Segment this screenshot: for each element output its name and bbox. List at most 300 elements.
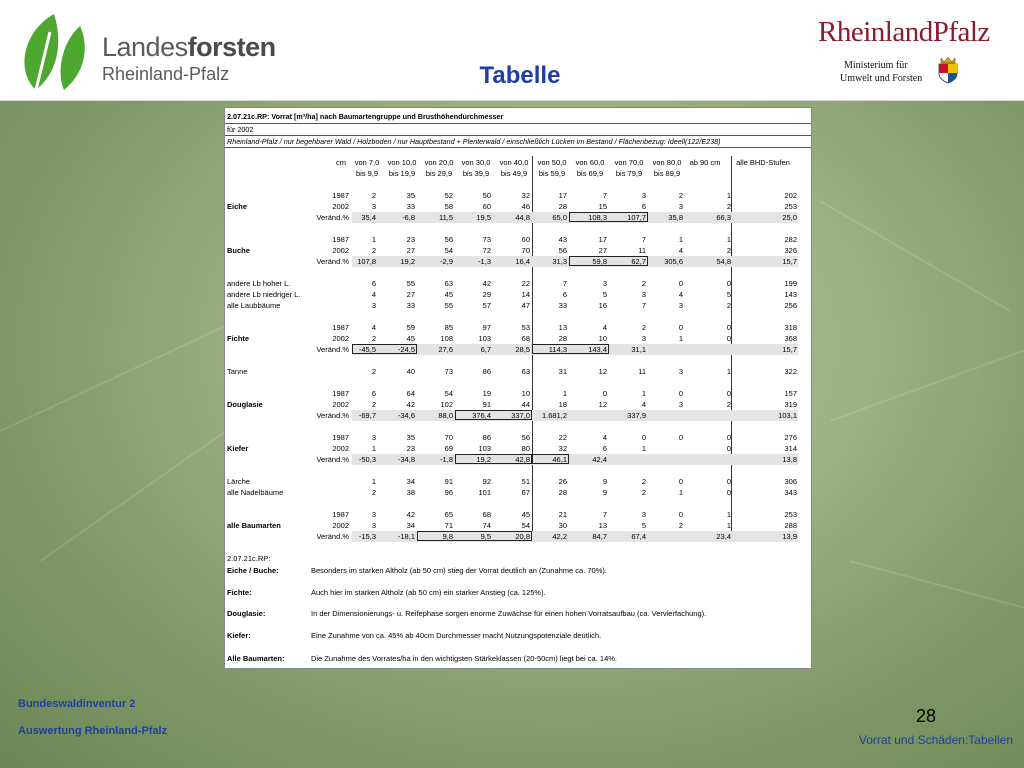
table-cell: 376,4 xyxy=(472,411,491,420)
table-cell: 253 xyxy=(784,510,797,519)
row-sublabel: 1987 xyxy=(332,389,349,398)
table-cell: 318 xyxy=(784,323,797,332)
table-cell: 5 xyxy=(641,521,646,530)
column-header-top: von 10,0 xyxy=(387,158,417,167)
table-cell: 143,4 xyxy=(588,345,607,354)
table-cell: 102 xyxy=(440,400,453,409)
table-cell: 1 xyxy=(726,521,731,530)
table-cell: 5 xyxy=(602,290,607,299)
column-header-top: von 7,0 xyxy=(354,158,380,167)
table-row xyxy=(225,520,811,531)
table-row xyxy=(225,212,811,223)
table-cell: 7 xyxy=(562,279,567,288)
table-cell: 85 xyxy=(444,323,453,332)
table-cell: 52 xyxy=(444,191,453,200)
table-cell: 3 xyxy=(678,202,683,211)
row-sublabel: Veränd.% xyxy=(316,411,349,420)
table-cell: 64 xyxy=(406,389,415,398)
table-cell: 53 xyxy=(521,323,530,332)
table-cell: 6 xyxy=(371,279,376,288)
row-label: Lärche xyxy=(227,477,250,486)
column-header-bottom: bis 59,9 xyxy=(538,169,566,178)
table-row xyxy=(225,509,811,520)
row-sublabel: 1987 xyxy=(332,433,349,442)
table-cell: 27 xyxy=(406,246,415,255)
table-cell: 322 xyxy=(784,367,797,376)
table-cell: 0 xyxy=(726,477,731,486)
table-cell: 3 xyxy=(371,510,376,519)
notes-reference: 2.07.21c.RP: xyxy=(227,554,271,563)
table-cell: 84,7 xyxy=(592,532,607,541)
table-cell: 54 xyxy=(521,521,530,530)
table-cell: 1 xyxy=(371,477,376,486)
table-cell: 3 xyxy=(678,367,683,376)
table-cell: 3 xyxy=(641,510,646,519)
table-cell: 4 xyxy=(371,323,376,332)
table-row xyxy=(225,443,811,454)
table-cell: 27 xyxy=(406,290,415,299)
row-sublabel: Veränd.% xyxy=(316,532,349,541)
table-cell: 32 xyxy=(521,191,530,200)
logo-text-sub: Rheinland-Pfalz xyxy=(102,64,230,84)
table-cell: 4 xyxy=(678,290,683,299)
table-cell: -50,3 xyxy=(358,455,376,464)
table-cell: 4 xyxy=(602,433,607,442)
table-cell: 97 xyxy=(482,323,491,332)
table-cell: 22 xyxy=(521,279,530,288)
table-row xyxy=(225,322,811,333)
table-cell: 28 xyxy=(558,488,567,497)
table-cell: 114,3 xyxy=(548,345,567,354)
table-cell: 56 xyxy=(444,235,453,244)
note-label: Alle Baumarten: xyxy=(227,654,285,663)
column-header-bottom: bis 69,9 xyxy=(576,169,604,178)
table-cell: 42 xyxy=(406,510,415,519)
column-header-top: alle BHD-Stufen xyxy=(736,158,790,167)
table-cell: 253 xyxy=(784,202,797,211)
table-row xyxy=(225,454,811,465)
table-cell: 65 xyxy=(444,510,453,519)
table-cell: 4 xyxy=(371,290,376,299)
table-cell: -34,6 xyxy=(397,411,415,420)
table-cell: 306 xyxy=(784,477,797,486)
table-cell: 42 xyxy=(482,279,491,288)
table-cell: 47 xyxy=(521,301,530,310)
table-cell: 71 xyxy=(444,521,453,530)
table-cell: 5 xyxy=(726,290,731,299)
table-cell: 1 xyxy=(641,444,646,453)
table-cell: 4 xyxy=(641,400,646,409)
row-sublabel: Veränd.% xyxy=(316,257,349,266)
table-cell: 0 xyxy=(678,279,683,288)
table-cell: 2 xyxy=(678,191,683,200)
note-text: Eine Zunahme von ca. 45% ab 40cm Durchmesser macht Nutzungspotenziale deutlich. xyxy=(311,631,602,640)
table-cell: 31 xyxy=(558,367,567,376)
table-cell: 13 xyxy=(558,323,567,332)
table-row xyxy=(225,234,811,245)
row-sublabel: 2002 xyxy=(332,521,349,530)
table-cell: 343 xyxy=(784,488,797,497)
table-cell: 319 xyxy=(784,400,797,409)
table-cell: 96 xyxy=(444,488,453,497)
table-caption-title: 2.07.21c.RP: Vorrat [m³/ha] nach Baumartengruppe und Brusthöhendurchmesser xyxy=(227,112,504,121)
table-cell: 6 xyxy=(371,389,376,398)
table-cell: 1.681,2 xyxy=(541,411,567,420)
table-cell: 62,7 xyxy=(631,257,646,266)
table-cell: 44 xyxy=(521,400,530,409)
table-cell: 92 xyxy=(482,477,491,486)
table-cell: 23 xyxy=(406,235,415,244)
table-cell: 1 xyxy=(726,235,731,244)
table-cell: 25,0 xyxy=(782,213,797,222)
table-cell: 2 xyxy=(371,334,376,343)
table-cell: 68 xyxy=(521,334,530,343)
table-cell: 45 xyxy=(444,290,453,299)
table-cell: 56 xyxy=(558,246,567,255)
table-cell: 7 xyxy=(641,235,646,244)
table-cell: 55 xyxy=(406,279,415,288)
table-cell: 13,8 xyxy=(782,455,797,464)
column-header-top: ab 90 cm xyxy=(689,158,721,167)
row-label: alle Nadelbäume xyxy=(227,488,284,497)
row-label: Eiche xyxy=(227,202,248,211)
table-cell: 3 xyxy=(371,301,376,310)
footer-inventory-title: Bundeswaldinventur 2 xyxy=(18,698,136,710)
table-cell: 0 xyxy=(726,334,731,343)
table-cell: 4 xyxy=(602,323,607,332)
table-cell: 63 xyxy=(444,279,453,288)
table-cell: 31,1 xyxy=(631,345,646,354)
table-cell: 18 xyxy=(558,400,567,409)
table-cell: 256 xyxy=(784,301,797,310)
table-row xyxy=(225,531,811,542)
table-cell: 282 xyxy=(784,235,797,244)
table-cell: 2 xyxy=(371,488,376,497)
table-cell: 30 xyxy=(558,521,567,530)
table-cell: 3 xyxy=(371,433,376,442)
page-title: Tabelle xyxy=(479,62,561,89)
table-cell: 42,8 xyxy=(515,455,530,464)
divider xyxy=(225,147,811,148)
table-cell: 56 xyxy=(521,433,530,442)
table-cell: 9,5 xyxy=(480,532,491,541)
table-cell: 28,5 xyxy=(515,345,530,354)
row-sublabel: 2002 xyxy=(332,444,349,453)
table-cell: 1 xyxy=(726,191,731,200)
table-cell: 26 xyxy=(558,477,567,486)
divider xyxy=(225,135,811,136)
column-header-bottom: bis 79,9 xyxy=(615,169,643,178)
table-cell: 91 xyxy=(482,400,491,409)
table-cell: 59 xyxy=(406,323,415,332)
table-cell: 1 xyxy=(678,235,683,244)
note-label: Kiefer: xyxy=(227,631,251,640)
table-row xyxy=(225,487,811,498)
footer-evaluation-title: Auswertung Rheinland-Pfalz xyxy=(18,725,168,737)
table-cell: 1 xyxy=(678,334,683,343)
table-cell: 35 xyxy=(406,191,415,200)
table-cell: 11,5 xyxy=(438,213,453,222)
table-cell: 31,3 xyxy=(552,257,567,266)
table-cell: 1 xyxy=(726,367,731,376)
table-row xyxy=(225,388,811,399)
table-cell: 19,5 xyxy=(476,213,491,222)
table-cell: 3 xyxy=(602,279,607,288)
column-header-bottom: bis 29,9 xyxy=(425,169,453,178)
table-cell: 3 xyxy=(678,301,683,310)
note-label: Fichte: xyxy=(227,588,252,597)
table-cell: 2 xyxy=(726,202,731,211)
column-header-top: von 30,0 xyxy=(461,158,491,167)
table-cell: 40 xyxy=(406,367,415,376)
table-cell: 288 xyxy=(784,521,797,530)
table-cell: 0 xyxy=(726,389,731,398)
table-cell: 60 xyxy=(482,202,491,211)
table-row xyxy=(225,201,811,212)
table-cell: 276 xyxy=(784,433,797,442)
table-cell: 0 xyxy=(726,433,731,442)
table-cell: 38 xyxy=(406,488,415,497)
table-cell: 1 xyxy=(371,235,376,244)
table-cell: 54,8 xyxy=(716,257,731,266)
table-cell: 2 xyxy=(641,323,646,332)
row-sublabel: 2002 xyxy=(332,400,349,409)
table-cell: 11 xyxy=(638,367,646,376)
table-cell: 4 xyxy=(678,246,683,255)
table-cell: 27 xyxy=(598,246,607,255)
table-cell: 19,2 xyxy=(476,455,491,464)
table-cell: 12 xyxy=(598,400,607,409)
table-cell: 23,4 xyxy=(716,532,731,541)
column-header-top: von 20,0 xyxy=(424,158,454,167)
table-cell: 33 xyxy=(406,301,415,310)
note-text: Besonders im starken Altholz (ab 50 cm) stieg der Vorrat deutlich an (Zunahme ca. 70%). xyxy=(311,566,607,575)
note-text: In der Dimensionierungs- u. Reifephase sorgen enorme Zuwächse für einen hohen Vorratsaufbau (ca. Vervierfachung). xyxy=(311,609,707,618)
table-cell: -45,5 xyxy=(358,345,376,354)
table-row xyxy=(225,333,811,344)
table-row xyxy=(225,245,811,256)
table-cell: 0 xyxy=(602,389,607,398)
page-number: 28 xyxy=(915,706,937,726)
row-label: andere Lb niedriger L. xyxy=(227,290,301,299)
row-label: alle Laubbäume xyxy=(227,301,281,310)
table-cell: -15,3 xyxy=(358,532,376,541)
table-cell: 107,7 xyxy=(627,213,646,222)
table-cell: 60 xyxy=(521,235,530,244)
rheinland-pfalz-logo xyxy=(818,16,1018,96)
row-sublabel: 1987 xyxy=(332,510,349,519)
column-header-top: von 60,0 xyxy=(575,158,605,167)
table-cell: 51 xyxy=(521,477,530,486)
table-cell: 68 xyxy=(482,510,491,519)
table-cell: 2 xyxy=(371,246,376,255)
table-cell: -34,8 xyxy=(397,455,415,464)
row-sublabel: Veränd.% xyxy=(316,213,349,222)
table-cell: 337,9 xyxy=(627,411,646,420)
rlp-wordmark: RheinlandPfalz xyxy=(818,16,990,48)
table-cell: 1 xyxy=(726,510,731,519)
table-cell: 2 xyxy=(726,400,731,409)
row-label: andere Lb hoher L. xyxy=(227,279,291,288)
table-cell: 107,8 xyxy=(357,257,376,266)
table-row xyxy=(225,476,811,487)
table-cell: 29 xyxy=(482,290,491,299)
table-cell: 7 xyxy=(641,301,646,310)
table-cell: 80 xyxy=(521,444,530,453)
table-cell: 1 xyxy=(641,389,646,398)
table-cell: 314 xyxy=(784,444,797,453)
table-cell: 70 xyxy=(444,433,453,442)
table-cell: 199 xyxy=(784,279,797,288)
table-cell: 69 xyxy=(444,444,453,453)
table-cell: 13,9 xyxy=(782,532,797,541)
table-row xyxy=(225,300,811,311)
table-cell: -1,3 xyxy=(478,257,491,266)
divider xyxy=(225,123,811,124)
table-cell: 32 xyxy=(558,444,567,453)
table-row xyxy=(225,278,811,289)
table-row xyxy=(225,399,811,410)
table-cell: 2 xyxy=(726,301,731,310)
table-cell: 70 xyxy=(521,246,530,255)
column-header-bottom: bis 89,9 xyxy=(653,169,681,178)
table-cell: 16,4 xyxy=(515,257,530,266)
table-cell: 6 xyxy=(641,202,646,211)
logo-text-main: Landesforsten xyxy=(102,32,276,62)
table-cell: -69,7 xyxy=(358,411,376,420)
table-cell: 22 xyxy=(558,433,567,442)
table-cell: 10 xyxy=(598,334,607,343)
ministry-line1: Ministerium für xyxy=(844,60,908,71)
table-cell: 10 xyxy=(521,389,530,398)
table-cell: 50 xyxy=(482,191,491,200)
table-cell: 101 xyxy=(478,488,491,497)
table-cell: 0 xyxy=(678,389,683,398)
table-cell: 11 xyxy=(638,246,646,255)
leaf-logo-icon xyxy=(14,12,94,92)
table-row xyxy=(225,366,811,377)
table-cell: 2 xyxy=(371,191,376,200)
table-row xyxy=(225,256,811,267)
table-cell: 19,2 xyxy=(400,257,415,266)
table-cell: 1 xyxy=(678,488,683,497)
table-cell: 2 xyxy=(371,367,376,376)
note-text: Auch hier im starken Altholz (ab 50 cm) ein starker Anstieg (ca. 125%). xyxy=(311,588,546,597)
data-table-panel xyxy=(224,107,812,669)
note-label: Eiche / Buche: xyxy=(227,566,279,575)
table-cell: -18,1 xyxy=(397,532,415,541)
table-cell: 19 xyxy=(482,389,491,398)
table-cell: 54 xyxy=(444,389,453,398)
table-cell: 3 xyxy=(641,290,646,299)
table-cell: 0 xyxy=(726,444,731,453)
row-sublabel: 2002 xyxy=(332,246,349,255)
table-cell: 23 xyxy=(406,444,415,453)
table-cell: 1 xyxy=(562,389,567,398)
table-cell: 15,7 xyxy=(782,345,797,354)
table-cell: 3 xyxy=(371,521,376,530)
table-cell: 73 xyxy=(444,367,453,376)
table-cell: 27,6 xyxy=(438,345,453,354)
table-cell: 66,3 xyxy=(716,213,731,222)
note-text: Die Zunahme des Vorrates/ha in den wichtigsten Stärkeklassen (20-50cm) liegt bei ca. 14%. xyxy=(311,654,617,663)
table-cell: 6 xyxy=(562,290,567,299)
table-cell: 35 xyxy=(406,433,415,442)
table-cell: 59,8 xyxy=(592,257,607,266)
table-cell: 2 xyxy=(371,400,376,409)
table-row xyxy=(225,289,811,300)
table-cell: 9 xyxy=(602,477,607,486)
table-cell: 202 xyxy=(784,191,797,200)
table-cell: 42,2 xyxy=(552,532,567,541)
table-cell: 103 xyxy=(478,334,491,343)
table-cell: 0 xyxy=(678,323,683,332)
table-cell: 58 xyxy=(444,202,453,211)
table-caption-scope: Rheinland-Pfalz / nur begehbarer Wald / Holzboden / nur Hauptbestand + Plenterwald / einschließlich Lücken im Bestand / Flächenbezug: Ideell(122/E238) xyxy=(227,137,721,146)
row-sublabel: 2002 xyxy=(332,202,349,211)
table-cell: 57 xyxy=(482,301,491,310)
table-cell: 28 xyxy=(558,334,567,343)
row-sublabel: 1987 xyxy=(332,235,349,244)
table-cell: 86 xyxy=(482,433,491,442)
row-label: Kiefer xyxy=(227,444,249,453)
table-cell: 63 xyxy=(521,367,530,376)
row-label: Fichte xyxy=(227,334,250,343)
table-cell: 368 xyxy=(784,334,797,343)
table-cell: 103 xyxy=(478,444,491,453)
table-cell: 2 xyxy=(726,246,731,255)
table-cell: 108 xyxy=(440,334,453,343)
coat-of-arms-icon xyxy=(937,56,959,84)
table-cell: 9,8 xyxy=(442,532,453,541)
table-cell: 0 xyxy=(678,477,683,486)
column-header-top: von 80,0 xyxy=(652,158,682,167)
table-cell: 34 xyxy=(406,477,415,486)
table-cell: 0 xyxy=(726,323,731,332)
table-cell: 33 xyxy=(406,202,415,211)
note-label: Douglasie: xyxy=(227,609,266,618)
table-caption-year: für 2002 xyxy=(227,125,254,134)
column-header-bottom: bis 9,9 xyxy=(355,169,379,178)
table-cell: 143 xyxy=(784,290,797,299)
table-cell: 12 xyxy=(598,367,607,376)
row-label: Tanne xyxy=(227,367,248,376)
footer-section-title: Vorrat und Schäden:Tabellen xyxy=(858,733,1013,747)
table-cell: 17 xyxy=(558,191,567,200)
table-cell: 15,7 xyxy=(782,257,797,266)
table-cell: 91 xyxy=(444,477,453,486)
row-label: Buche xyxy=(227,246,250,255)
table-cell: 42,4 xyxy=(592,455,607,464)
table-cell: 20,8 xyxy=(515,532,530,541)
column-header-top: cm xyxy=(336,158,346,167)
table-cell: 55 xyxy=(444,301,453,310)
table-cell: 2 xyxy=(641,488,646,497)
table-cell: 28 xyxy=(558,202,567,211)
table-cell: 74 xyxy=(482,521,491,530)
table-cell: 0 xyxy=(726,279,731,288)
table-cell: 65,0 xyxy=(552,213,567,222)
table-cell: 45 xyxy=(406,334,415,343)
table-cell: 21 xyxy=(558,510,567,519)
table-cell: -6,8 xyxy=(402,213,415,222)
table-row xyxy=(225,344,811,355)
ministry-line2: Umwelt und Forsten xyxy=(840,73,923,84)
table-cell: 2 xyxy=(641,279,646,288)
column-header-bottom: bis 39,9 xyxy=(462,169,490,178)
table-cell: 3 xyxy=(678,400,683,409)
table-cell: 46 xyxy=(521,202,530,211)
